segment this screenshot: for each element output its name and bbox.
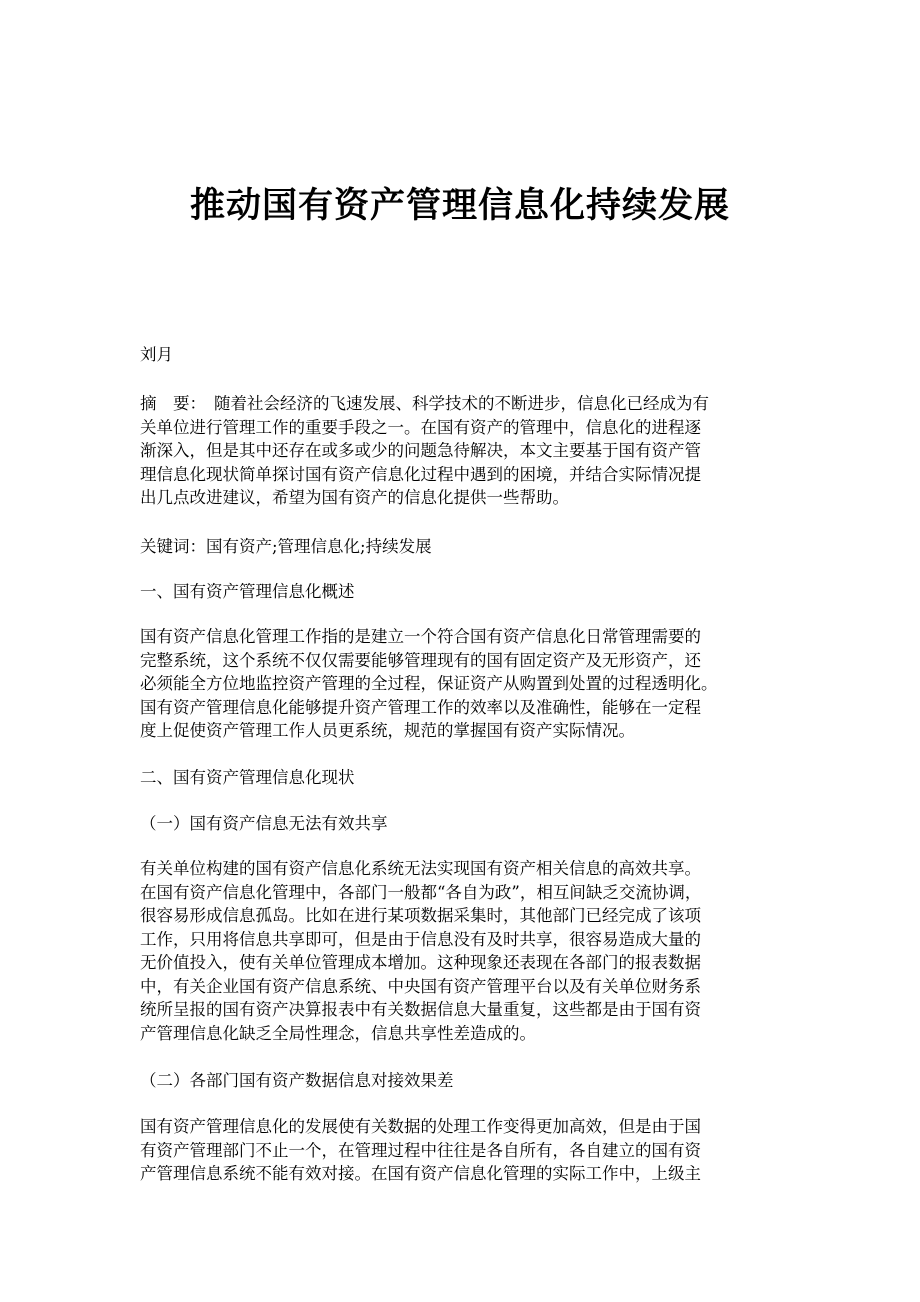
abstract-label: 摘 要： — [140, 394, 206, 413]
paragraph-line: 有资产管理部门不止一个，在管理过程中往往是各自所有，各自建立的国有资 — [140, 1140, 701, 1160]
paragraph-line: 国有资产管理信息化能够提升资产管理工作的效率以及准确性，能够在一定程 — [140, 697, 701, 717]
paragraph-line: 必须能全方位地监控资产管理的全过程，保证资产从购置到处置的过程透明化。 — [140, 674, 718, 693]
section-2-heading: 二、国有资产管理信息化现状 — [140, 768, 355, 787]
paragraph-line: 国有资产管理信息化的发展使有关数据的处理工作变得更加高效，但是由于国 — [140, 1117, 701, 1136]
abstract-line: 理信息化现状简单探讨国有资产信息化过程中遇到的困境，并结合实际情况提 — [140, 464, 701, 484]
keywords-line: 关键词：国有资产;管理信息化;持续发展 — [140, 537, 432, 556]
paragraph-line: 无价值投入，使有关单位管理成本增加。这种现象还表现在各部门的报表数据 — [140, 953, 701, 972]
section-1-paragraph — [140, 625, 780, 743]
author-name: 刘月 — [140, 345, 173, 364]
paragraph-line: 国有资产信息化管理工作指的是建立一个符合国有资产信息化日常管理需要的 — [140, 627, 701, 646]
subsection-1-heading: （一）国有资产信息无法有效共享 — [140, 814, 388, 833]
paragraph-line: 很容易形成信息孤岛。比如在进行某项数据采集时，其他部门已经完成了该项 — [140, 906, 701, 925]
document-title: 推动国有资产管理信息化持续发展 — [189, 186, 730, 226]
paragraph-line: 度上促使资产管理工作人员更系统，规范的掌握国有资产实际情况。 — [140, 721, 635, 740]
paragraph-line: 工作，只用将信息共享即可，但是由于信息没有及时共享，很容易造成大量的 — [140, 929, 701, 949]
abstract-block — [140, 392, 780, 510]
paragraph-line: 统所呈报的国有资产决算报表中有关数据信息大量重复，这些都是由于国有资 — [140, 1000, 701, 1019]
abstract-text: 随着社会经济的飞速发展、科学技术的不断进步，信息化已经成为有 — [214, 394, 709, 413]
subsection-2-heading: （二）各部门国有资产数据信息对接效果差 — [140, 1071, 454, 1090]
paragraph-line: 在国有资产信息化管理中，各部门一般都“各自为政”，相互间缺乏交流协调， — [140, 882, 702, 902]
abstract-line: 渐深入，但是其中还存在或多或少的问题急待解决，本文主要基于国有资产管 — [140, 441, 701, 460]
paragraph-line: 中，有关企业国有资产信息系统、中央国有资产管理平台以及有关单位财务系 — [140, 976, 701, 996]
subsection-2-paragraph — [140, 1115, 780, 1186]
abstract-line: 关单位进行管理工作的重要手段之一。在国有资产的管理中，信息化的进程逐 — [140, 417, 701, 437]
paragraph-line: 完整系统，这个系统不仅仅需要能够管理现有的国有固定资产及无形资产，还 — [140, 650, 701, 670]
abstract-line: 出几点改进建议，希望为国有资产的信息化提供一些帮助。 — [140, 488, 569, 507]
subsection-1-paragraph — [140, 857, 780, 1045]
section-1-heading: 一、国有资产管理信息化概述 — [140, 582, 355, 601]
paragraph-line: 产管理信息系统不能有效对接。在国有资产信息化管理的实际工作中，上级主 — [140, 1164, 701, 1183]
abstract-line — [140, 392, 780, 416]
paragraph-line: 有关单位构建的国有资产信息化系统无法实现国有资产相关信息的高效共享。 — [140, 859, 701, 878]
paragraph-line: 产管理信息化缺乏全局性理念，信息共享性差造成的。 — [140, 1023, 536, 1043]
